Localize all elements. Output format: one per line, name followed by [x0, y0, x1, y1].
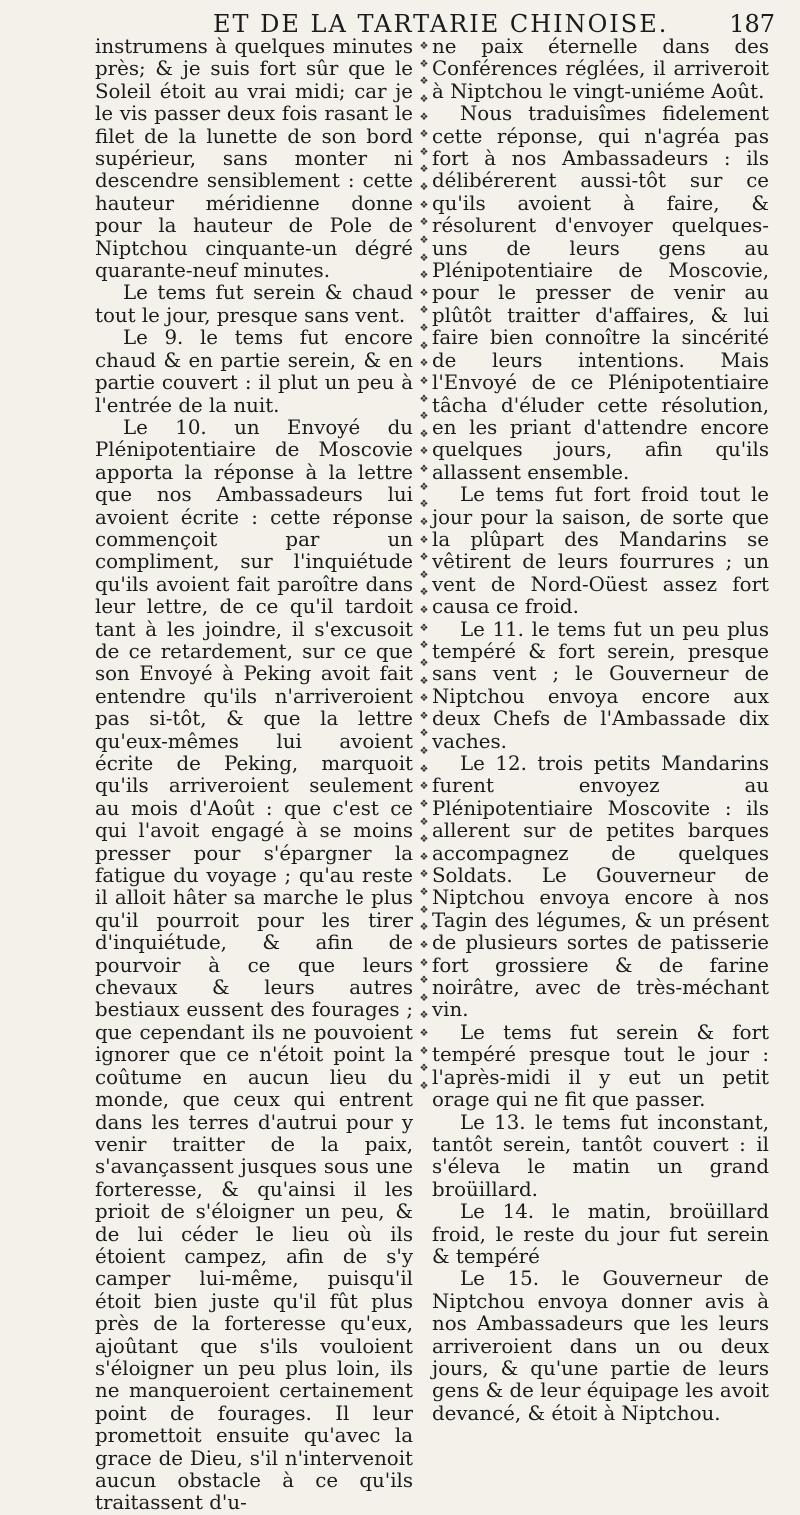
- paragraph: Le tems fut fort froid tout le jour pour la saison, de sorte que la plûpart des Mandarins se vêtirent de leurs fourrures ; un vent de Nord-Oüest assez fort causa ce froid.: [432, 483, 769, 619]
- ornament-glyph: ❖: [419, 270, 429, 282]
- ornament-glyph: ❖: [419, 58, 429, 70]
- running-title: ET DE LA TARTARIE CHINOISE.: [213, 10, 669, 38]
- ornament-glyph: ❖: [419, 710, 429, 722]
- ornament-glyph: ❖: [419, 146, 429, 158]
- ornament-glyph: ❖: [419, 182, 429, 193]
- ornament-glyph: ❖: [419, 393, 429, 405]
- ornament-glyph: ❖: [419, 534, 429, 546]
- ornament-glyph: ❖: [419, 552, 429, 564]
- ornament-glyph: ❖: [419, 869, 429, 881]
- paragraph: Le 9. le tems fut encore chaud & en partie serein, & en partie couvert : il plut un peu à l'entrée de la nuit.: [95, 326, 413, 417]
- ornament-glyph: ❖: [419, 1063, 429, 1075]
- ornament-glyph: ❖: [419, 323, 429, 334]
- ornament-glyph: ❖: [419, 164, 429, 176]
- page-number: 187: [729, 10, 775, 38]
- ornament-glyph: ❖: [419, 1045, 429, 1057]
- ornament-glyph: ❖: [419, 834, 429, 846]
- ornament-glyph: ❖: [419, 464, 429, 475]
- ornament-glyph: ❖: [419, 693, 429, 705]
- ornament-glyph: ❖: [419, 93, 429, 105]
- paragraph: Le 13. le tems fut inconstant, tantôt serein, tantôt couvert : il s'éleva le matin un grand broüillard.: [432, 1110, 769, 1201]
- paragraph: Le 11. le tems fut un peu plus tempéré & fort serein, presque sans vent ; le Gouverneur de Niptchou envoya encore aux deux Chefs de l'Ambassade dix vaches.: [432, 617, 769, 753]
- ornament-glyph: ❖: [419, 1010, 429, 1022]
- ornament-glyph: ❖: [419, 675, 429, 687]
- ornament-glyph: ❖: [419, 41, 429, 52]
- paragraph: Le tems fut serein & chaud tout le jour, presque sans vent.: [95, 281, 413, 327]
- paragraph: Le 15. le Gouverneur de Niptchou envoya donner avis à nos Ambassadeurs que les leurs arriveroient dans un ou deux jours, & qu'une partie de leurs gens & de leur équipage les avoit devancé, & étoit à Niptchou.: [432, 1267, 769, 1425]
- paragraph: Le 12. trois petits Mandarins furent envoyez au Plénipotentiaire Moscovite : ils allerent sur de petites barques accompagnez de quelques Soldats. Le Gouverneur de Niptchou envoya encore à nos Tagin des légumes, & un présent de plusieurs sortes de patisserie fort grossiere & de farine noirâtre, avec de très-méchant vin.: [432, 752, 769, 1022]
- ornament-glyph: ❖: [419, 605, 429, 616]
- ornament-glyph: ❖: [419, 798, 429, 810]
- paragraph: Le tems fut serein & fort tempéré presque tout le jour : l'après-midi il y eut un petit orage qui ne fit que passer.: [432, 1020, 769, 1112]
- ornament-glyph: ❖: [419, 640, 429, 652]
- ornament-glyph: ❖: [419, 746, 429, 757]
- ornament-glyph: ❖: [419, 375, 429, 387]
- ornament-glyph: ❖: [419, 957, 429, 969]
- ornament-glyph: ❖: [419, 446, 429, 458]
- ornament-glyph: ❖: [419, 76, 429, 88]
- ornament-glyph: ❖: [419, 217, 429, 229]
- ornament-glyph: ❖: [419, 781, 429, 793]
- ornament-glyph: ❖: [419, 975, 429, 987]
- ornament-glyph: ❖: [419, 1080, 429, 1092]
- ornament-glyph: ❖: [419, 499, 429, 511]
- paragraph: Le 14. le matin, broüillard froid, le reste du jour fut serein & tempéré: [432, 1200, 769, 1268]
- ornament-glyph: ❖: [419, 358, 429, 370]
- ornament-glyph: ❖: [419, 992, 429, 1004]
- ornament-glyph: ❖: [419, 252, 429, 264]
- paragraph: instrumens à quelques minutes près; & je suis fort sûr que le Soleil étoit au vrai midi; car je le vis passer deux fois rasant le filet de la lunette de son bord supérieur, sans monter ni descendre sensiblement : cette hauteur méridienne donne pour la hauteur de Pole de Niptchou cinquante-un dégré quarante-neuf minutes.: [95, 35, 413, 283]
- column-rule-ornament: [418, 42, 430, 1092]
- ornament-glyph: ❖: [419, 481, 429, 493]
- ornament-glyph: ❖: [419, 305, 429, 317]
- ornament-glyph: ❖: [419, 816, 429, 828]
- paragraph: Nous traduisîmes fidelement cette réponse, qui n'agréa pas fort à nos Ambassadeurs : ils délibérerent aussi-tôt sur ce qu'ils avoient à faire, & résolurent d'envoyer quelques-uns de leurs gens au Plénipotentiaire de Moscovie, pour le presser de venir au plûtôt traitter d'affaires, & lui faire bien connoître la sincérité de leurs intentions. Mais l'Envoyé de ce Plénipotentiaire tâcha d'éluder cette résolution, en les priant d'attendre encore quelques jours, afin qu'ils allassent ensemble.: [432, 102, 769, 484]
- ornament-glyph: ❖: [419, 763, 429, 775]
- ornament-glyph: ❖: [419, 199, 429, 211]
- ornament-glyph: ❖: [419, 129, 429, 141]
- ornament-glyph: ❖: [419, 904, 429, 916]
- ornament-glyph: ❖: [419, 939, 429, 951]
- ornament-glyph: ❖: [419, 569, 429, 581]
- ornament-glyph: ❖: [419, 516, 429, 528]
- ornament-glyph: ❖: [419, 411, 429, 423]
- ornament-glyph: ❖: [419, 922, 429, 934]
- ornament-glyph: ❖: [419, 428, 429, 440]
- ornament-glyph: ❖: [419, 1028, 429, 1039]
- ornament-glyph: ❖: [419, 234, 429, 246]
- ornament-glyph: ❖: [419, 622, 429, 634]
- paragraph: Le 10. un Envoyé du Plénipotentiaire de Moscovie apporta la réponse à la lettre que nos Ambassadeurs lui avoient écrite : cette réponse commençoit par un compliment, sur l'inquiétude qu'ils avoient fait paroître dans leur lettre, de ce qu'il tardoit tant à les joindre, il s'excusoit de ce retardement, sur ce que son Envoyé à Peking avoit fait entendre qu'ils n'arriveroient pas si-tôt, & que la lettre qu'eux-mêmes lui avoient écrite de Peking, marquoit qu'ils arriveroient seulement au mois d'Août : que c'est ce qui l'avoit engagé à se moins presser pour s'épargner la fatigue du voyage ; qu'au reste il alloit hâter sa marche le plus qu'il pourroit pour les tirer d'inquiétude, & afin de pourvoir à ce que leurs chevaux & leurs autres bestiaux eussent des fourages ; que cependant ils ne pouvoient ignorer que ce n'étoit point la coûtume en aucun lieu du monde, que ceux qui entrent dans les terres d'autrui pour y venir traitter de la paix, s'avançassent jusques sous une forteresse, & qu'ainsi il les prioit de s'éloigner un peu, & de lui céder le lieu où ils étoient campez, afin de s'y camper lui-même, puisqu'il étoit bien juste qu'il fût plus près de la forteresse qu'eux, ajoûtant que s'ils vouloient s'éloigner un peu plus loin, ils ne manqueroient certainement point de fourages. Il leur promettoit ensuite qu'avec la grace de Dieu, s'il n'intervenoit aucun obstacle à ce qu'ils traitassent d'u-: [95, 415, 413, 1515]
- left-column: [95, 36, 413, 1515]
- right-column: [432, 36, 769, 1425]
- ornament-glyph: ❖: [419, 657, 429, 669]
- ornament-glyph: ❖: [419, 728, 429, 740]
- paragraph: ne paix éternelle dans des Conférences réglées, il arriveroit à Niptchou le vingt-uniéme Août.: [432, 35, 769, 103]
- ornament-glyph: ❖: [419, 887, 429, 898]
- ornament-glyph: ❖: [419, 111, 429, 123]
- ornament-glyph: ❖: [419, 587, 429, 599]
- ornament-glyph: ❖: [419, 287, 429, 299]
- ornament-glyph: ❖: [419, 851, 429, 863]
- ornament-glyph: ❖: [419, 340, 429, 352]
